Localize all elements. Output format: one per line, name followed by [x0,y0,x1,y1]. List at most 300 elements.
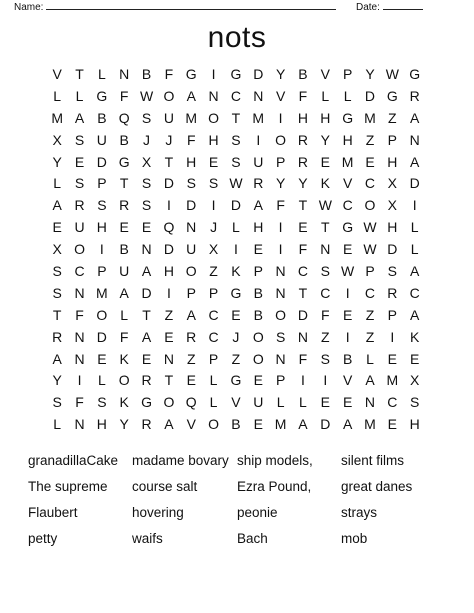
grid-letter: Z [365,131,375,148]
grid-letter: E [342,241,353,258]
grid-letter: N [186,219,197,236]
grid-letter: R [387,284,398,301]
grid-letter: U [163,109,174,126]
grid-letter: I [99,241,104,258]
grid-letter: N [119,66,130,82]
grid-letter: J [210,219,218,236]
grid-letter: W [341,263,355,280]
grid-letter: A [74,109,85,126]
grid-letter: F [75,306,84,323]
grid-letter: G [96,87,108,104]
grid-letter: D [253,66,264,82]
grid-letter: V [275,87,286,104]
grid-letter: B [141,66,152,82]
grid-letter: P [342,66,353,82]
grid-letter: K [119,350,129,367]
grid-letter: D [141,284,152,301]
grid-letter: P [387,131,397,148]
grid-letter: A [410,306,420,323]
grid-letter: E [141,350,152,367]
grid-letter: S [275,328,286,345]
grid-letter: Q [185,394,197,411]
grid-letter: C [297,263,309,280]
grid-letter: N [74,350,85,367]
grid-letter: D [96,328,107,345]
grid-letter: I [390,328,395,345]
grid-letter: C [208,306,219,323]
grid-letter: R [409,87,420,104]
grid-letter: U [253,394,264,411]
grid-letter: V [231,394,241,411]
grid-letter: P [208,284,219,301]
grid-letter: P [275,153,286,170]
grid-letter: V [186,416,196,433]
grid-letter: I [278,109,283,126]
grid-letter: A [253,197,263,214]
grid-letter: O [208,109,220,126]
word-list-item: ship models, [237,453,313,468]
grid-letter: E [298,219,308,236]
grid-letter: L [120,306,129,323]
date-field [356,0,423,14]
grid-letter: U [74,219,85,236]
grid-letter: Y [365,66,375,82]
grid-letter: A [141,328,152,345]
grid-letter: N [208,87,219,104]
grid-letter: V [342,372,353,389]
grid-letter: P [365,263,375,280]
grid-letter: W [229,175,243,192]
grid-letter: G [342,109,354,126]
grid-letter: Y [275,66,286,82]
grid-letter: W [363,241,377,258]
grid-letter: S [52,394,62,411]
grid-letter: N [74,328,85,345]
grid-letter: L [75,87,84,104]
name-line[interactable] [46,0,336,10]
grid-letter: O [275,306,287,323]
grid-letter: X [52,241,62,258]
grid-letter: A [410,109,420,126]
grid-letter: S [52,284,62,301]
grid-letter: P [186,284,196,301]
word-list [28,452,458,556]
grid-letter: Z [186,350,196,367]
grid-letter: L [366,350,374,367]
grid-letter: C [74,263,85,280]
name-label: Name: [14,2,44,13]
grid-letter: S [97,394,107,411]
grid-letter: D [297,306,309,323]
grid-letter: E [253,372,263,389]
grid-letter: B [231,416,241,433]
grid-letter: S [387,263,397,280]
grid-letter: S [320,263,330,280]
grid-letter: L [410,241,419,258]
grid-letter: U [186,241,197,258]
grid-letter: W [385,66,399,82]
grid-letter: E [320,394,330,411]
grid-letter: T [52,306,62,323]
grid-letter: O [96,306,108,323]
grid-letter: E [186,372,196,389]
word-list-item: hovering [132,505,184,520]
grid-letter: I [278,219,283,236]
grid-letter: M [364,109,376,126]
grid-letter: F [119,87,129,104]
grid-letter: Z [164,306,174,323]
grid-letter: A [164,416,174,433]
grid-letter: I [211,197,216,214]
grid-letter: F [276,197,285,214]
grid-letter: W [363,219,377,236]
grid-letter: E [97,350,107,367]
grid-letter: O [163,394,175,411]
grid-letter: X [52,131,62,148]
grid-letter: J [165,131,173,148]
grid-letter: I [323,372,328,389]
grid-letter: L [209,394,218,411]
grid-letter: A [365,372,375,389]
grid-letter: G [230,372,242,389]
grid-letter: S [74,131,85,148]
grid-letter: L [209,372,218,389]
grid-letter: B [298,66,308,82]
letter-grid [46,64,426,436]
grid-letter: K [119,394,129,411]
grid-letter: D [364,87,376,104]
grid-letter: I [166,197,171,214]
grid-letter: S [410,394,420,411]
grid-letter: E [365,153,375,170]
grid-letter: Z [231,350,241,367]
grid-letter: M [341,153,354,170]
grid-letter: Q [118,109,130,126]
grid-letter: V [52,66,62,82]
grid-letter: C [320,284,331,301]
grid-letter: A [52,197,62,214]
grid-letter: A [298,416,308,433]
grid-letter: L [410,219,419,236]
grid-letter: L [276,394,285,411]
grid-letter: X [208,241,219,258]
grid-letter: C [230,87,241,104]
word-list-item: mob [341,531,368,546]
grid-letter: P [253,263,263,280]
grid-letter: E [387,416,397,433]
grid-letter: A [52,350,62,367]
grid-letter: V [320,66,330,82]
grid-letter: M [185,109,198,126]
word-list-item: granadillaCake [28,453,119,468]
grid-letter: E [208,153,219,170]
grid-letter: E [410,350,420,367]
grid-letter: M [274,416,287,433]
word-list-item: silent films [341,453,405,468]
grid-letter: S [231,131,241,148]
word-list-item: strays [341,505,378,520]
grid-letter: P [97,175,107,192]
grid-letter: E [253,416,263,433]
word-list-item: great danes [341,479,413,494]
grid-letter: O [252,328,264,345]
grid-letter: R [52,328,63,345]
puzzle-title: nots [207,21,267,54]
grid-letter: D [320,416,331,433]
grid-letter: V [342,175,353,192]
grid-letter: Z [365,328,375,345]
grid-letter: B [253,306,263,323]
grid-letter: S [141,197,152,214]
grid-letter: Y [275,175,286,192]
grid-letter: F [119,328,129,345]
grid-letter: B [119,131,129,148]
grid-letter: I [278,241,283,258]
grid-letter: X [410,372,420,389]
word-list-item: Bach [237,531,268,546]
grid-letter: R [297,153,309,170]
grid-letter: G [141,394,152,411]
grid-letter: R [141,372,152,389]
grid-letter: X [141,153,152,170]
word-list-item: madame bovary [132,453,229,468]
grid-letter: E [387,350,397,367]
grid-letter: M [96,284,108,301]
grid-letter: E [342,306,353,323]
grid-letter: R [119,197,130,214]
date-line[interactable] [383,0,423,10]
grid-letter: W [139,87,154,104]
grid-letter: N [163,350,174,367]
grid-letter: H [253,219,264,236]
grid-letter: G [409,66,421,82]
grid-letter: A [186,87,196,104]
grid-letter: H [387,153,398,170]
date-label: Date: [356,2,380,13]
grid-letter: Y [298,175,308,192]
grid-letter: Z [365,306,375,323]
grid-letter: N [253,87,264,104]
grid-letter: W [318,197,332,214]
word-list-item: course salt [132,479,198,494]
grid-letter: U [119,263,130,280]
grid-letter: D [186,197,197,214]
grid-letter: G [118,153,130,170]
grid-letter: E [74,153,85,170]
grid-letter: E [342,394,353,411]
grid-letter: L [97,66,106,82]
grid-letter: S [208,175,219,192]
grid-letter: B [253,284,263,301]
grid-letter: T [298,284,308,301]
grid-letter: F [186,131,196,148]
grid-letter: S [52,263,62,280]
grid-letter: N [364,394,376,411]
grid-letter: N [297,328,309,345]
grid-letter: L [232,219,240,236]
grid-letter: E [164,328,174,345]
grid-letter: T [321,219,330,236]
grid-letter: C [364,175,376,192]
grid-letter: C [208,328,219,345]
grid-letter: L [53,175,62,192]
grid-letter: H [387,219,398,236]
name-field [14,0,336,14]
grid-letter: Z [209,263,218,280]
grid-letter: D [409,175,420,192]
grid-letter: R [297,131,309,148]
grid-letter: H [186,153,197,170]
grid-letter: K [410,328,420,345]
grid-letter: G [386,87,398,104]
grid-letter: U [253,153,264,170]
grid-letter: H [320,109,331,126]
grid-letter: T [164,153,174,170]
grid-letter: Z [321,328,330,345]
grid-letter: D [163,175,174,192]
grid-letter: M [252,109,265,126]
grid-letter: S [141,175,152,192]
grid-letter: F [75,394,84,411]
grid-letter: C [364,284,376,301]
grid-letter: T [142,306,151,323]
grid-letter: F [298,87,308,104]
grid-letter: K [320,175,330,192]
grid-letter: Y [52,153,62,170]
grid-letter: Y [320,131,330,148]
word-list-item: waifs [132,531,163,546]
grid-letter: I [345,284,350,301]
grid-letter: H [342,131,353,148]
grid-letter: X [387,175,397,192]
grid-letter: T [75,66,84,82]
grid-letter: J [232,328,240,345]
grid-letter: R [74,197,85,214]
grid-letter: R [141,416,152,433]
grid-letter: S [231,153,241,170]
grid-letter: H [96,416,107,433]
grid-letter: N [320,241,331,258]
grid-letter: I [211,66,216,82]
grid-letter: J [143,131,151,148]
grid-letter: F [298,241,308,258]
grid-letter: I [166,284,171,301]
grid-letter: Z [388,109,397,126]
grid-letter: S [320,350,330,367]
grid-letter: C [342,197,353,214]
grid-letter: T [164,372,174,389]
grid-letter: A [119,284,129,301]
grid-letter: A [342,416,353,433]
grid-letter: G [185,66,197,82]
header-fields [14,0,460,14]
grid-letter: U [96,131,107,148]
grid-letter: A [186,306,196,323]
grid-letter: B [97,109,107,126]
grid-letter: Y [52,372,62,389]
grid-letter: D [163,241,174,258]
grid-letter: A [141,263,152,280]
grid-letter: T [231,109,241,126]
grid-letter: I [233,241,238,258]
grid-letter: H [297,109,309,126]
grid-letter: I [412,197,417,214]
grid-letter: T [119,175,129,192]
grid-letter: R [186,328,197,345]
grid-letter: O [275,131,287,148]
grid-letter: G [230,284,242,301]
grid-letter: I [77,372,82,389]
grid-letter: N [409,131,420,148]
word-list-item: petty [28,531,58,546]
grid-letter: O [185,263,197,280]
grid-letter: K [231,263,241,280]
grid-letter: O [74,241,85,258]
grid-letter: L [53,87,62,104]
grid-letter: D [230,197,241,214]
grid-letter: B [119,241,129,258]
grid-letter: L [53,416,62,433]
grid-letter: O [208,416,220,433]
grid-letter: E [320,153,330,170]
grid-letter: N [275,350,286,367]
grid-letter: S [186,175,196,192]
grid-letter: H [409,416,420,433]
grid-letter: H [96,219,107,236]
grid-letter: B [342,350,353,367]
grid-letter: G [230,66,242,82]
grid-letter: D [387,241,398,258]
grid-letter: R [253,175,264,192]
grid-letter: A [410,263,420,280]
grid-letter: C [387,394,398,411]
grid-letter: E [141,219,152,236]
grid-letter: C [409,284,420,301]
grid-letter: O [364,197,376,214]
grid-letter: F [164,66,174,82]
grid-letter: M [364,416,376,433]
grid-letter: P [97,263,107,280]
grid-letter: P [208,350,219,367]
grid-letter: M [51,109,63,126]
grid-letter: T [298,197,308,214]
grid-letter: O [163,87,175,104]
grid-letter: H [208,131,219,148]
grid-letter: Q [163,219,175,236]
grid-letter: N [275,284,286,301]
word-list-item: Ezra Pound, [237,479,312,494]
grid-letter: Y [119,416,129,433]
grid-letter: A [410,153,420,170]
grid-letter: I [301,372,305,389]
grid-letter: F [298,350,308,367]
grid-letter: L [321,87,330,104]
grid-letter: F [321,306,330,323]
grid-letter: E [231,306,241,323]
grid-letter: S [141,109,152,126]
grid-letter: S [74,175,85,192]
grid-letter: O [118,372,130,389]
grid-letter: E [253,241,263,258]
grid-letter: E [119,219,129,236]
grid-letter: P [387,306,397,323]
grid-letter: E [52,219,62,236]
grid-letter: N [275,263,286,280]
grid-letter: G [342,219,354,236]
grid-letter: S [97,197,107,214]
grid-letter: L [97,372,106,389]
grid-letter: L [299,394,307,411]
